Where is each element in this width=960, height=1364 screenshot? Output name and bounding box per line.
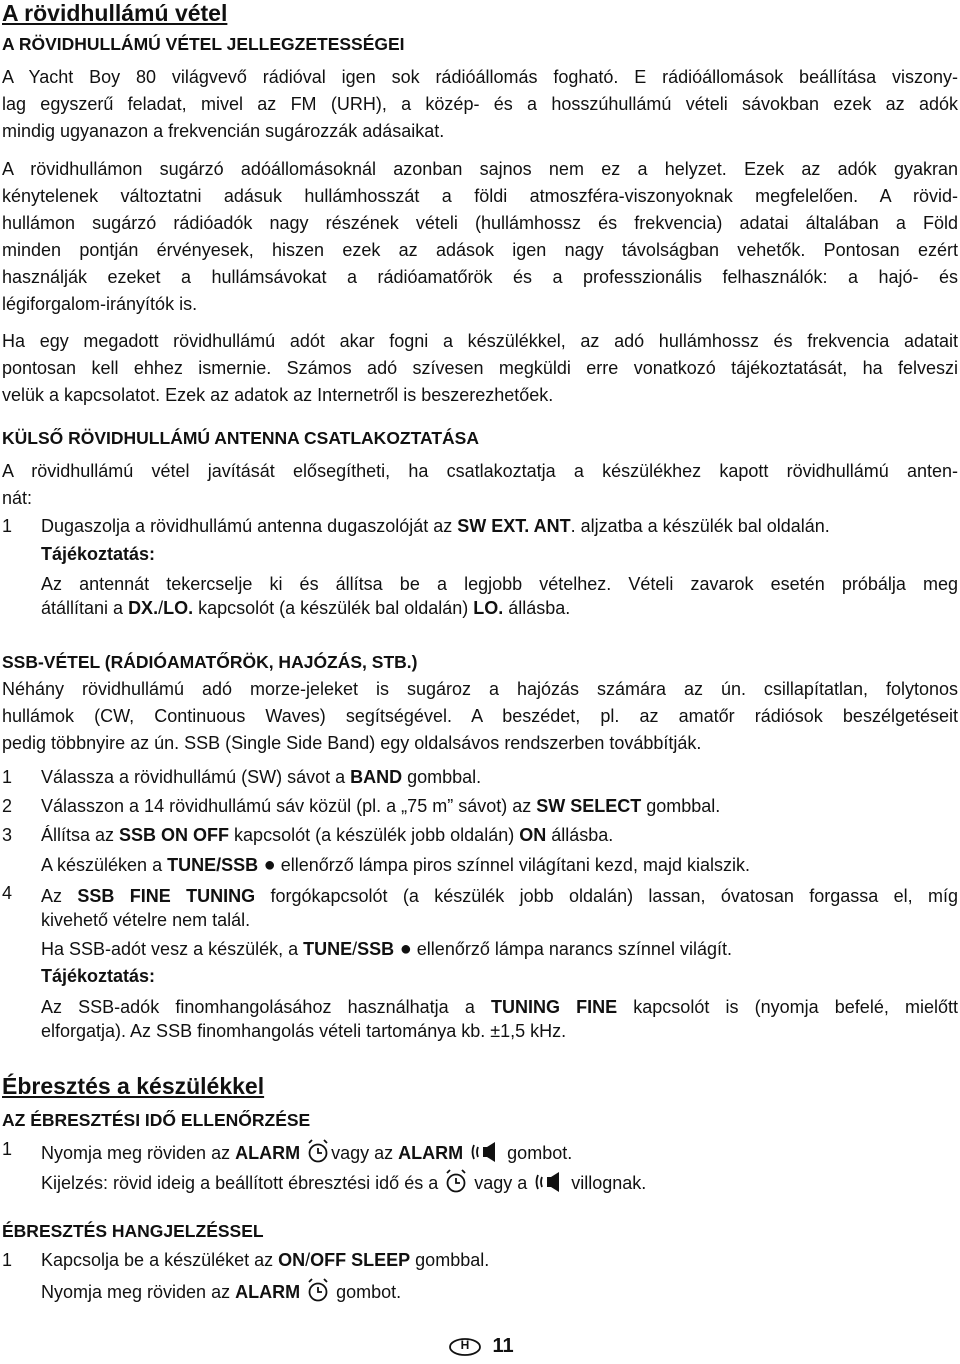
step-text: Kapcsolja be a készüléket az: [41, 1250, 279, 1270]
button-label: SW SELECT: [536, 796, 642, 816]
antenna-note-label: [2, 544, 958, 571]
step-text: forgókapcsolót (a készülék jobb oldalán) lassan, óvatosan forgassa el, míg: [255, 886, 959, 906]
note-text: Az SSB-adók finomhangolásához használhatja a: [41, 997, 491, 1017]
switch-label: LO.: [163, 598, 194, 618]
text-line: mindig ugyanazon a frekvencián sugározzák adásaikat.: [2, 121, 445, 141]
step-text: ellenőrző lámpa piros színnel világítani kezd, majd kialszik.: [275, 855, 750, 875]
step-text: állásba.: [546, 825, 614, 845]
ssb-step-4-detail: [2, 938, 958, 965]
antenna-step-1: [2, 516, 958, 543]
text-line: minden pontján érvényesek, hiszen ezek az adások igen nagy távolságban vehetők. Pontosan ezért: [2, 240, 958, 260]
step-text: gombot.: [502, 1143, 573, 1163]
step-text: Állítsa az: [41, 825, 120, 845]
language-code: H: [460, 1337, 470, 1352]
alarm-buzzer-icon: [470, 1141, 500, 1168]
step-text: /: [305, 1250, 311, 1270]
paragraph-3: [2, 328, 958, 409]
switch-label: DX.: [128, 598, 159, 618]
step-text: gombbal.: [402, 767, 482, 787]
ssb-step-3-detail: [2, 854, 958, 881]
step-text: Az: [41, 886, 78, 906]
button-label: OFF SLEEP: [310, 1250, 411, 1270]
note-text: átállítani a: [41, 598, 129, 618]
step-text: . aljzatba a készülék bal oldalán.: [570, 516, 830, 536]
alarm-buzzer-icon: [534, 1171, 564, 1198]
note-label: Tájékoztatás:: [41, 966, 156, 986]
step-text: Nyomja meg röviden az: [41, 1282, 236, 1302]
page-title: A rövidhullámú vétel: [2, 0, 228, 26]
antenna-note-line-2: [2, 598, 958, 625]
button-label: BAND: [350, 767, 403, 787]
step-text: vagy az: [331, 1143, 399, 1163]
antenna-intro: [2, 458, 958, 512]
indicator-lamp-icon: ●: [258, 854, 276, 876]
ssb-note-line-2: [2, 1021, 958, 1048]
step-text: kapcsolót (a készülék jobb oldalán): [229, 825, 520, 845]
button-label: ON: [278, 1250, 306, 1270]
alarm-check-step-1: [2, 1139, 958, 1169]
step-text: Nyomja meg röviden az: [41, 1143, 236, 1163]
alarm-tone-step-1: [2, 1250, 958, 1277]
note-text: kapcsolót is (nyomja befelé, mielőtt: [617, 997, 958, 1017]
step-number: 1: [2, 767, 13, 787]
indicator-lamp-icon: ●: [394, 938, 412, 960]
ssb-step-2: [2, 796, 958, 823]
button-label: ALARM: [235, 1143, 301, 1163]
step-text: Kijelzés: rövid ideig a beállított ébresztési idő és a: [41, 1173, 444, 1193]
step-text: kivehető vételre nem talál.: [41, 910, 251, 930]
text-line: hullámon sugárzó rádióadók nagy részének vételi (hullámhossz és frekvencia) adatai általában a Föld: [2, 213, 958, 233]
page-footer: [448, 1335, 514, 1358]
language-badge: [448, 1337, 482, 1357]
alarm-clock-icon: [307, 1139, 329, 1168]
text-line: pontosan kell ehhez ismernie. Számos adó szívesen megküldi erre vonatkozó tájékoztatását, ha felveszi: [2, 358, 958, 378]
step-number: 2: [2, 796, 13, 816]
socket-label: SW EXT. ANT: [457, 516, 571, 536]
ssb-note-label: [2, 966, 958, 993]
switch-label: TUNING FINE: [490, 997, 618, 1017]
step-number: 3: [2, 825, 13, 845]
text-line: Ha egy megadott rövidhullámú adót akar fogni a készülékkel, az adó hullámhossz és frekvencia adatait: [2, 331, 958, 351]
note-label: Tájékoztatás:: [41, 544, 156, 564]
paragraph-1: [2, 64, 958, 145]
ssb-step-4-line-2: [2, 910, 958, 937]
text-line: nát:: [2, 488, 33, 508]
knob-label: SSB FINE TUNING: [77, 886, 256, 906]
section-heading-antenna: KÜLSŐ RÖVIDHULLÁMÚ ANTENNA CSATLAKOZTATÁSA: [2, 428, 479, 448]
text-line: használják ezeket a hullámsávokat a rádióamatőrök és a professzionális felhasználók: a hajó- és: [2, 267, 958, 287]
note-text: állásba.: [503, 598, 571, 618]
ssb-step-4: [2, 883, 958, 910]
step-number: 4: [2, 883, 13, 903]
section-heading-alarm-check: AZ ÉBRESZTÉSI IDŐ ELLENŐRZÉSE: [2, 1110, 311, 1130]
step-text: A készüléken a: [41, 855, 168, 875]
page-number: 11: [492, 1335, 514, 1357]
step-number: 1: [2, 1139, 13, 1159]
button-label: ALARM: [398, 1143, 464, 1163]
lamp-label: SSB: [357, 939, 395, 959]
text-line: velük a kapcsolatot. Ezek az adatok az Internetről is beszerezhetőek.: [2, 385, 554, 405]
text-line: kénytelenek változtatni adásuk hullámhosszát a földi atmoszféra-viszonyoknak megfelelően. A rövid-: [2, 186, 958, 206]
antenna-note-line-1: [2, 571, 958, 598]
ssb-step-3: [2, 825, 958, 852]
step-text: ellenőrző lámpa narancs színnel világít.: [411, 939, 732, 959]
text-line: A Yacht Boy 80 világvevő rádióval igen sok rádióállomás fogható. E rádióállomások beállítása viszony-: [2, 67, 958, 87]
note-text: kapcsolót (a készülék bal oldalán): [193, 598, 474, 618]
step-text: Ha SSB-adót vesz a készülék, a: [41, 939, 304, 959]
step-text: gombbal.: [410, 1250, 490, 1270]
ssb-step-1: [2, 767, 958, 794]
lamp-label: TUNE/SSB: [167, 855, 259, 875]
switch-label: SSB ON OFF: [119, 825, 230, 845]
alarm-tone-step-1-detail: [2, 1278, 958, 1308]
text-line: Néhány rövidhullámú adó morze-jeleket is sugároz a hajózás számára az ún. csillapítatlan, folytonos: [2, 679, 958, 699]
text-line: hullámok (CW, Continuous Waves) segítségével. A beszédet, pl. az amatőr rádiósok beszélgetéseit: [2, 706, 958, 726]
alarm-check-display: [2, 1169, 958, 1199]
step-text: vagy a: [469, 1173, 533, 1193]
text-line: A rövidhullámon sugárzó adóállomásoknál azonban sajnos nem ez a helyzet. Ezek az adók gyakran: [2, 159, 958, 179]
step-number: 1: [2, 516, 13, 536]
step-text: Válasszon a 14 rövidhullámú sáv közül (pl. a „75 m” sávot) az: [41, 796, 537, 816]
text-line: A rövidhullámú vétel javítását elősegítheti, ha csatlakoztatja a készülékhez kapott rövidhullámú anten-: [2, 461, 958, 481]
alarm-clock-icon: [445, 1169, 467, 1198]
section-heading-shortwave: A RÖVIDHULLÁMÚ VÉTEL JELLEGZETESSÉGEI: [2, 34, 405, 54]
alarm-section-title: Ébresztés a készülékkel: [2, 1073, 265, 1099]
switch-label: ON: [519, 825, 547, 845]
text-line: légiforgalom-irányítók is.: [2, 294, 198, 314]
ssb-intro: [2, 676, 958, 757]
note-text: /: [158, 598, 164, 618]
step-text: /: [352, 939, 358, 959]
lamp-label: TUNE: [303, 939, 353, 959]
step-number: 1: [2, 1250, 13, 1270]
step-text: Válassza a rövidhullámú (SW) sávot a: [41, 767, 351, 787]
button-label: ALARM: [235, 1282, 301, 1302]
section-heading-alarm-tone: ÉBRESZTÉS HANGJELZÉSSEL: [2, 1221, 264, 1241]
section-heading-ssb: SSB-VÉTEL (RÁDIÓAMATŐRÖK, HAJÓZÁS, STB.): [2, 652, 418, 672]
text-line: pedig többnyire az ún. SSB (Single Side Band) egy oldalsávos rendszerben továbbítják.: [2, 733, 702, 753]
paragraph-2: [2, 156, 958, 318]
step-text: gombbal.: [641, 796, 721, 816]
ssb-note-line-1: [2, 994, 958, 1021]
note-text: elforgatja). Az SSB finomhangolás vételi tartománya kb. ±1,5 kHz.: [41, 1021, 567, 1041]
note-text: Az antennát tekercselje ki és állítsa be a legjobb vételhez. Vételi zavarok esetén próbálja meg: [41, 574, 958, 594]
step-text: gombot.: [331, 1282, 402, 1302]
alarm-clock-icon: [307, 1278, 329, 1307]
step-text: villognak.: [566, 1173, 647, 1193]
switch-label: LO.: [473, 598, 504, 618]
step-text: Dugaszolja a rövidhullámú antenna dugaszolóját az: [41, 516, 458, 536]
text-line: lag egyszerű feladat, mivel az FM (URH), a közép- és a hosszúhullámú vételi sávokban ezek az adók: [2, 94, 958, 114]
